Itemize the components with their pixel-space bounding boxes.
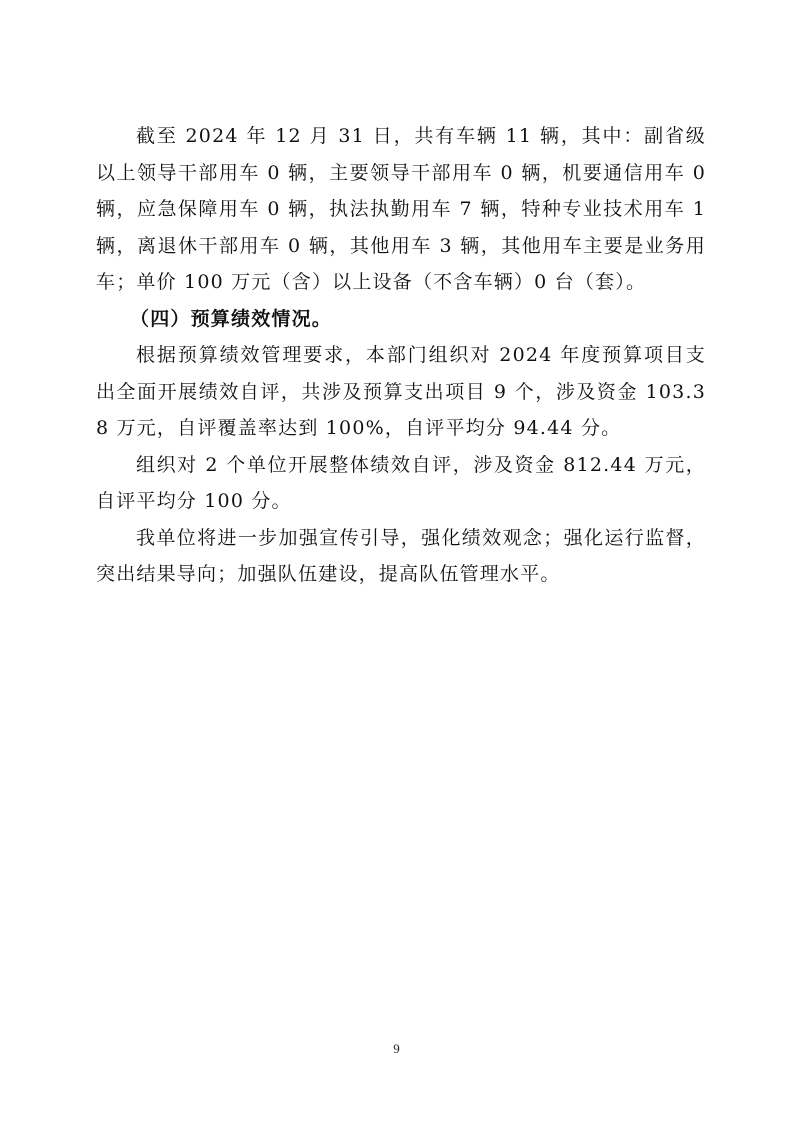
section-heading-budget-performance: （四）预算绩效情况。 [130,307,333,330]
paragraph-unit-evaluation: 组织对 2 个单位开展整体绩效自评，涉及资金 812.44 万元，自评平均分 100 分。 [96,453,706,512]
page-number: 9 [393,1041,400,1056]
paragraph-vehicles: 截至 2024 年 12 月 31 日，共有车辆 11 辆，其中：副省级以上领导干部用车 0 辆，主要领导干部用车 0 辆，机要通信用车 0 辆，应急保障用车 0 辆，执法执勤用车 7 辆，特种专业技术用车 1 辆，离退休干部用车 0 辆，其他用车 3 辆，其他用车主要是业务用车；单价 100 万元（含）以上设备（不含车辆）0 台（套）。 [96,125,706,293]
document-body [96,118,706,593]
paragraph-project-evaluation: 根据预算绩效管理要求，本部门组织对 2024 年度预算项目支出全面开展绩效自评，共涉及预算支出项目 9 个，涉及资金 103.38 万元，自评覆盖率达到 100%，自评平均分 94.44 分。 [96,344,706,439]
paragraph-next-steps: 我单位将进一步加强宣传引导，强化绩效观念；强化运行监督，突出结果导向；加强队伍建设，提高队伍管理水平。 [96,526,706,585]
